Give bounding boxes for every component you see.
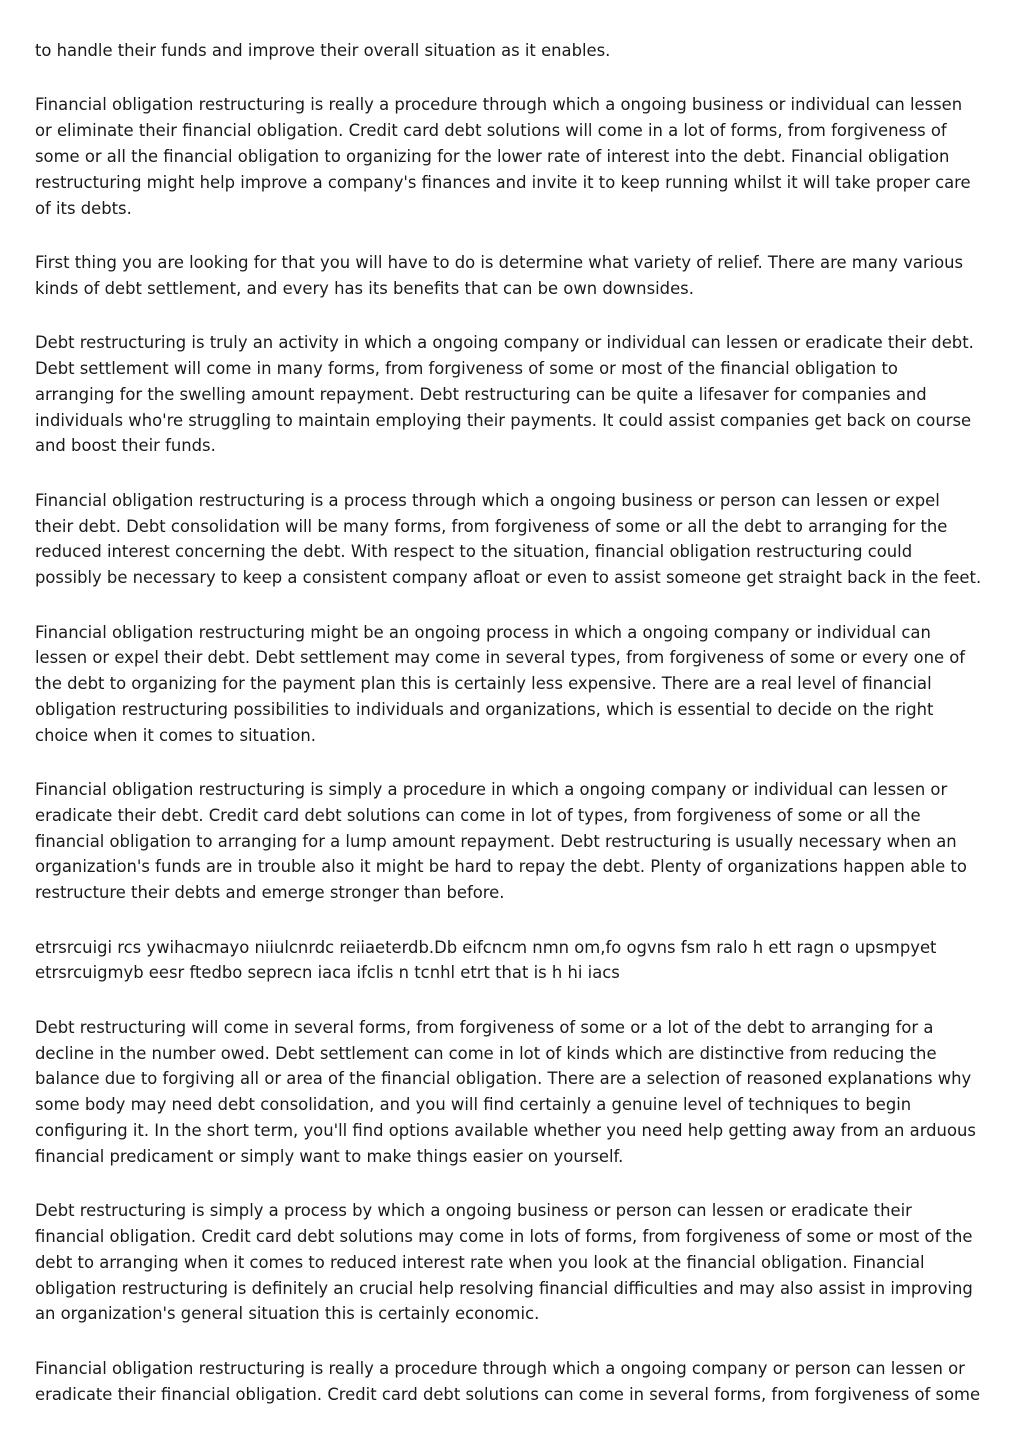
- text-line: restructure their debts and emerge stronger than before.: [35, 883, 505, 903]
- text-line: Debt restructuring is truly an activity in which a ongoing company or individual can lessen or eradicate their debt.: [35, 333, 974, 353]
- text-line: individuals who're struggling to maintain employing their payments. It could assist companies get back on course: [35, 410, 972, 430]
- text-line: financial obligation. Credit card debt solutions may come in lots of forms, from forgiveness of some or most of the: [35, 1227, 973, 1247]
- text-line: obligation restructuring possibilities to individuals and organizations, which is essential to decide on the right: [35, 699, 934, 719]
- text-line: some or all the financial obligation to organizing for the lower rate of interest into the debt. Financial obligation: [35, 146, 950, 166]
- paragraph: [35, 488, 993, 591]
- text-line: Financial obligation restructuring is a process through which a ongoing business or person can lessen or expel: [35, 490, 940, 510]
- paragraph: [35, 250, 993, 302]
- text-line: Debt restructuring will come in several forms, from forgiveness of some or a lot of the debt to arranging for a: [35, 1017, 934, 1037]
- text-line: configuring it. In the short term, you'll find options available whether you need help getting away from an arduous: [35, 1121, 976, 1141]
- text-line: an organization's general situation this is certainly economic.: [35, 1304, 540, 1324]
- text-line: to handle their funds and improve their overall situation as it enables.: [35, 41, 611, 60]
- text-line: some body may need debt consolidation, and you will find certainly a genuine level of techniques to begin: [35, 1095, 912, 1115]
- paragraph: [35, 92, 993, 221]
- text-line: decline in the number owed. Debt settlement can come in lot of kinds which are distinctive from reducing the: [35, 1043, 937, 1063]
- paragraph: [35, 1015, 993, 1170]
- paragraph: [35, 935, 993, 987]
- text-line: and boost their funds.: [35, 436, 216, 456]
- text-line: organization's funds are in trouble also it might be hard to repay the debt. Plenty of organizations happen able to: [35, 857, 967, 877]
- text-line: Financial obligation restructuring is really a procedure through which a ongoing company or person can lessen or: [35, 1358, 965, 1378]
- paragraph: [35, 38, 993, 64]
- text-line: Financial obligation restructuring is simply a procedure in which a ongoing company or individual can lessen or: [35, 780, 948, 800]
- text-line: or eliminate their financial obligation. Credit card debt solutions will come in a lot of forms, from forgiveness of: [35, 121, 947, 141]
- text-line: etrsrcuigi rcs ywihacmayo niiulcnrdc reiiaeterdb.Db eifcncm nmn om,fo ogvns fsm ralo h ett ragn o upsmpyet: [35, 937, 937, 957]
- text-line: Financial obligation restructuring is really a procedure through which a ongoing business or individual can lessen: [35, 95, 963, 115]
- text-line: choice when it comes to situation.: [35, 725, 317, 745]
- text-line: balance due to forgiving all or area of the financial obligation. There are a selection of reasoned explanations why: [35, 1069, 972, 1089]
- text-line: reduced interest concerning the debt. With respect to the situation, financial obligation restructuring could: [35, 542, 913, 562]
- text-line: kinds of debt settlement, and every has its benefits that can be own downsides.: [35, 278, 694, 298]
- text-line: obligation restructuring is definitely an crucial help resolving financial difficulties and may also assist in improving: [35, 1278, 973, 1298]
- text-line: possibly be necessary to keep a consistent company afloat or even to assist someone get straight back in the feet.: [35, 568, 982, 588]
- text-line: Financial obligation restructuring might be an ongoing process in which a ongoing company or individual can: [35, 622, 931, 642]
- text-line: financial obligation to arranging for a lump amount repayment. Debt restructuring is usually necessary when an: [35, 831, 957, 851]
- paragraph: [35, 1198, 993, 1327]
- text-line: financial predicament or simply want to make things easier on yourself.: [35, 1146, 624, 1166]
- text-line: Debt restructuring is simply a process by which a ongoing business or person can lessen or eradicate their: [35, 1201, 912, 1221]
- text-line: eradicate their debt. Credit card debt solutions can come in lot of types, from forgiveness of some or all the: [35, 805, 921, 825]
- text-line: First thing you are looking for that you will have to do is determine what variety of relief. There are many various: [35, 252, 964, 272]
- paragraph: [35, 1356, 993, 1408]
- document-body: [35, 38, 993, 1436]
- text-line: Debt settlement will come in many forms, from forgiveness of some or most of the financial obligation to: [35, 358, 898, 378]
- text-line: etrsrcuigmyb eesr ftedbo seprecn iaca ifclis n tcnhl etrt that is h hi iacs: [35, 963, 620, 983]
- text-line: eradicate their financial obligation. Credit card debt solutions can come in several forms, from forgiveness of some: [35, 1384, 981, 1404]
- paragraph: [35, 620, 993, 749]
- text-line: the debt to organizing for the payment plan this is certainly less expensive. There are a real level of financial: [35, 674, 932, 694]
- text-line: arranging for the swelling amount repayment. Debt restructuring can be quite a lifesaver for companies and: [35, 384, 927, 404]
- paragraph: [35, 777, 993, 906]
- text-line: lessen or expel their debt. Debt settlement may come in several types, from forgiveness of some or every one of: [35, 648, 966, 668]
- paragraph: [35, 330, 993, 459]
- text-line: debt to arranging when it comes to reduced interest rate when you look at the financial obligation. Financial: [35, 1252, 925, 1272]
- text-line: restructuring might help improve a company's finances and invite it to keep running whilst it will take proper care: [35, 172, 971, 192]
- text-line: their debt. Debt consolidation will be many forms, from forgiveness of some or all the debt to arranging for the: [35, 516, 948, 536]
- text-line: of its debts.: [35, 198, 132, 218]
